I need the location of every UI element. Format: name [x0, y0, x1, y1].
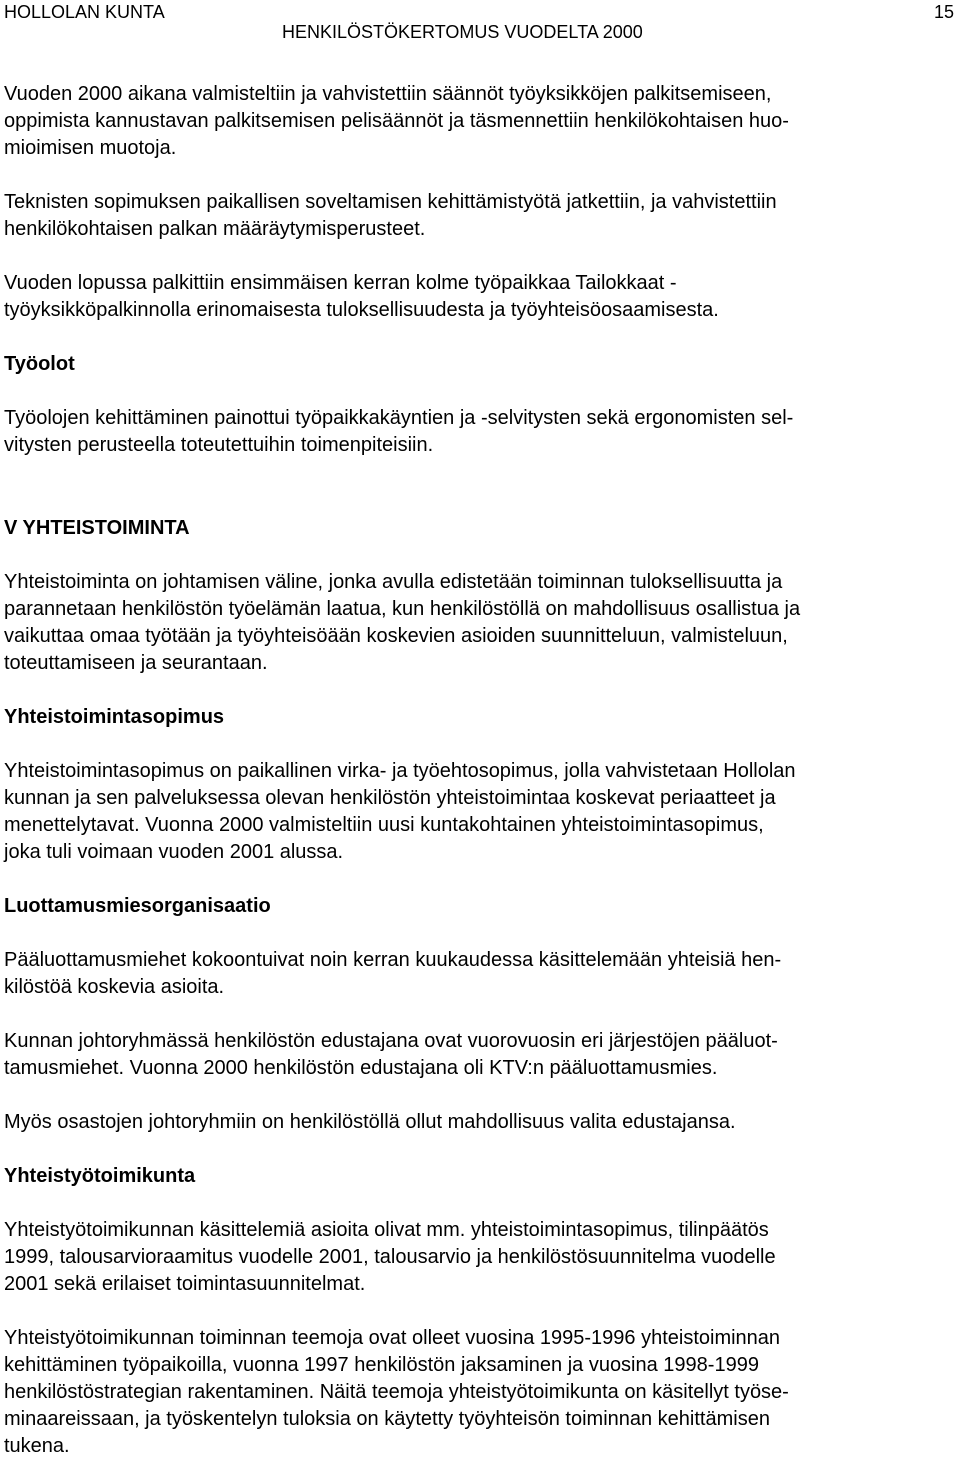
text-line: tukena. — [4, 1435, 70, 1457]
text-line: vaikuttaa omaa työtään ja työyhteisöään koskevien asioiden suunnitteluun, valmisteluun, — [4, 625, 788, 647]
text-line: Vuoden lopussa palkittiin ensimmäisen kerran kolme työpaikkaa Tailokkaat - — [4, 272, 677, 294]
text-line: Myös osastojen johtoryhmiin on henkilöstöllä ollut mahdollisuus valita edustajansa. — [4, 1111, 736, 1133]
header-organization: HOLLOLAN KUNTA — [4, 2, 165, 22]
text-line: Teknisten sopimuksen paikallisen soveltamisen kehittämistyötä jatkettiin, ja vahvistettiin — [4, 191, 777, 213]
header-document-title: HENKILÖSTÖKERTOMUS VUODELTA 2000 — [282, 22, 643, 42]
paragraph-tailokkaat-award — [4, 270, 954, 324]
heading-text: Yhteistoimintasopimus — [4, 706, 225, 728]
paragraph-rewards — [4, 81, 954, 162]
text-line: henkilökohtaisen palkan määräytymisperusteet. — [4, 218, 426, 240]
text-line: parannetaan henkilöstön työelämän laatua, kun henkilöstöllä on mahdollisuus osallistua ja — [4, 598, 801, 620]
paragraph-department-groups — [4, 1109, 954, 1136]
text-line: Kunnan johtoryhmässä henkilöstön edustajana ovat vuorovuosin eri järjestöjen pääluot- — [4, 1030, 778, 1052]
text-line: 1999, talousarvioraamitus vuodelle 2001, talousarvio ja henkilöstösuunnitelma vuodelle — [4, 1246, 776, 1268]
text-line: minaareissaan, ja työskentelyn tuloksia on käytetty työyhteisön toiminnan kehittämisen — [4, 1408, 770, 1430]
text-line: Vuoden 2000 aikana valmisteltiin ja vahvistettiin säännöt työyksikköjen palkitsemiseen, — [4, 83, 772, 105]
heading-tyoolot — [4, 351, 954, 378]
text-line: Työolojen kehittäminen painottui työpaikkakäyntien ja -selvitysten sekä ergonomisten sel- — [4, 407, 794, 429]
text-line: kunnan ja sen palveluksessa olevan henkilöstön yhteistoimintaa koskevat periaatteet ja — [4, 787, 776, 809]
heading-section-v — [4, 515, 954, 542]
paragraph-management-group — [4, 1028, 954, 1082]
text-line: Yhteistoimintasopimus on paikallinen virka- ja työehtosopimus, jolla vahvistetaan Hollolan — [4, 760, 796, 782]
paragraph-cooperation-agreement — [4, 758, 954, 866]
text-line: mioimisen muotoja. — [4, 137, 177, 159]
text-line: vitysten perusteella toteutettuihin toimenpiteisiin. — [4, 434, 434, 456]
text-line: oppimista kannustavan palkitsemisen pelisäännöt ja täsmennettiin henkilökohtaisen huo- — [4, 110, 789, 132]
heading-shop-steward-organization — [4, 893, 954, 920]
paragraph-technical-agreement — [4, 189, 954, 243]
heading-cooperation-committee — [4, 1163, 954, 1190]
paragraph-chief-stewards — [4, 947, 954, 1001]
text-line: Pääluottamusmiehet kokoontuivat noin kerran kuukaudessa käsittelemään yhteisiä hen- — [4, 949, 782, 971]
heading-text: Luottamusmiesorganisaatio — [4, 895, 271, 917]
text-line: tamusmiehet. Vuonna 2000 henkilöstön edustajana oli KTV:n pääluottamusmies. — [4, 1057, 718, 1079]
text-line: työyksikköpalkinnolla erinomaisesta tuloksellisuudesta ja työyhteisöosaamisesta. — [4, 299, 719, 321]
text-line: kilöstöä koskevia asioita. — [4, 976, 225, 998]
paragraph-committee-topics — [4, 1217, 954, 1298]
paragraph-working-conditions — [4, 405, 954, 459]
text-line: toteuttamiseen ja seurantaan. — [4, 652, 268, 674]
heading-text: Työolot — [4, 353, 75, 375]
text-line: 2001 sekä erilaiset toimintasuunnitelmat. — [4, 1273, 366, 1295]
paragraph-cooperation — [4, 569, 954, 677]
heading-text: V YHTEISTOIMINTA — [4, 517, 190, 539]
text-line: joka tuli voimaan vuoden 2001 alussa. — [4, 841, 344, 863]
text-line: menettelytavat. Vuonna 2000 valmisteltiin uusi kuntakohtainen yhteistoimintasopimus, — [4, 814, 764, 836]
text-line: Yhteistyötoimikunnan käsittelemiä asioita olivat mm. yhteistoimintasopimus, tilinpäätös — [4, 1219, 769, 1241]
document-body — [4, 81, 954, 1460]
paragraph-committee-themes — [4, 1325, 954, 1460]
text-line: Yhteistoiminta on johtamisen väline, jonka avulla edistetään toiminnan tuloksellisuutta ja — [4, 571, 783, 593]
heading-cooperation-agreement — [4, 704, 954, 731]
page-number: 15 — [933, 2, 954, 22]
text-line: Yhteistyötoimikunnan toiminnan teemoja ovat olleet vuosina 1995-1996 yhteistoiminnan — [4, 1327, 781, 1349]
heading-text: Yhteistyötoimikunta — [4, 1165, 196, 1187]
text-line: kehittäminen työpaikoilla, vuonna 1997 henkilöstön jaksaminen ja vuosina 1998-1999 — [4, 1354, 759, 1376]
text-line: henkilöstöstrategian rakentaminen. Näitä teemoja yhteistyötoimikunta on käsitellyt työse- — [4, 1381, 789, 1403]
